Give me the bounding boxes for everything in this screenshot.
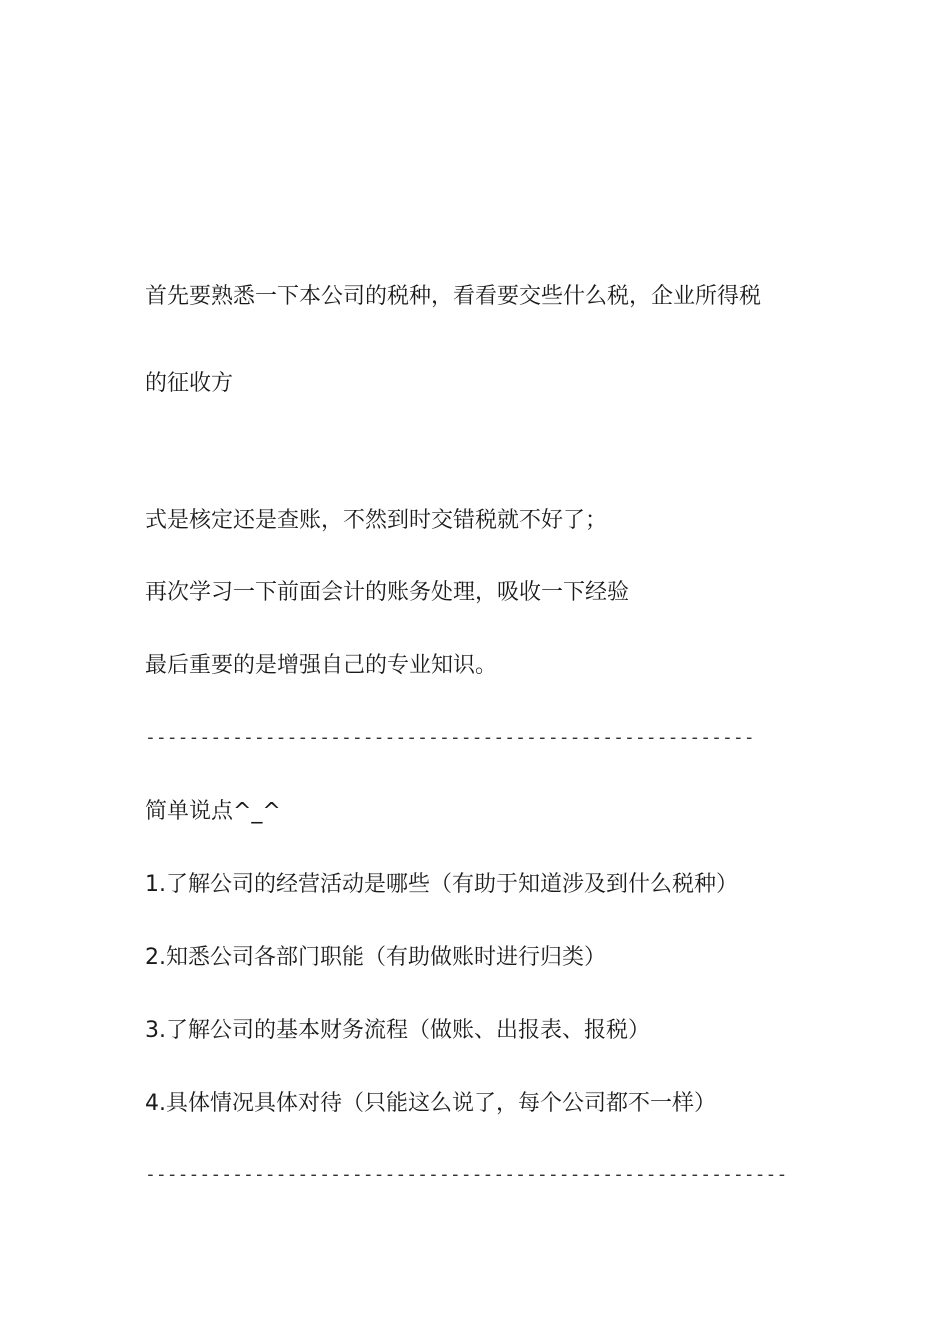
separator-line: ----------------------------------------------------------- bbox=[145, 1164, 788, 1185]
paragraph-line: 式是核定还是查账，不然到时交错税就不好了； bbox=[145, 508, 608, 533]
paragraph-line: 再次学习一下前面会计的账务处理，吸收一下经验 bbox=[145, 580, 630, 605]
list-item: 2.知悉公司各部门职能（有助做账时进行归类） bbox=[145, 945, 606, 970]
list-item: 1.了解公司的经营活动是哪些（有助于知道涉及到什么税种） bbox=[145, 872, 738, 897]
list-item: 4.具体情况具体对待（只能这么说了，每个公司都不一样） bbox=[145, 1091, 716, 1116]
paragraph-line: 的征收方 bbox=[145, 371, 234, 396]
paragraph-line: 首先要熟悉一下本公司的税种，看看要交些什么税，企业所得税 bbox=[145, 284, 762, 309]
list-item: 3.了解公司的基本财务流程（做账、出报表、报税） bbox=[145, 1018, 650, 1043]
section-heading: 简单说点^_^ bbox=[145, 799, 281, 824]
paragraph-line: 最后重要的是增强自己的专业知识。 bbox=[145, 653, 498, 678]
separator-line: -------------------------------------------------------- bbox=[145, 727, 755, 748]
